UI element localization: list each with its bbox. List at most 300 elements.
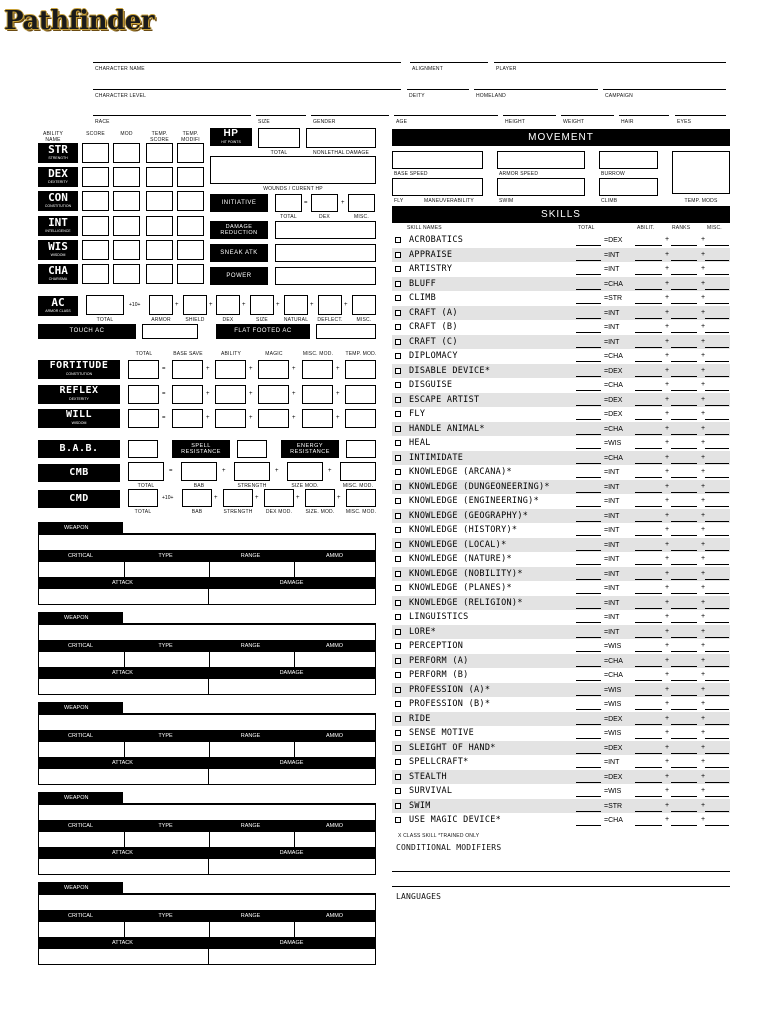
skill-ranks-field[interactable] [671,608,697,609]
save-base-box[interactable] [172,385,203,404]
save-temp-box[interactable] [345,360,376,379]
cmb-total-box[interactable] [128,462,164,481]
skill-total-field[interactable] [576,260,601,261]
skill-misc-field[interactable] [705,463,729,464]
ability-score-box[interactable] [82,240,109,260]
skill-ranks-field[interactable] [671,796,697,797]
skill-ranks-field[interactable] [671,245,697,246]
skill-misc-field[interactable] [705,477,729,478]
ability-temp-mod-box[interactable] [177,167,204,187]
skill-ranks-field[interactable] [671,434,697,435]
skill-total-field[interactable] [576,245,601,246]
class-skill-checkbox[interactable] [395,368,401,374]
fly-box[interactable] [392,178,483,196]
ability-temp-score-box[interactable] [146,167,173,187]
skill-misc-field[interactable] [705,245,729,246]
ability-score-box[interactable] [82,143,109,163]
class-skill-checkbox[interactable] [395,658,401,664]
skill-total-field[interactable] [576,680,601,681]
skill-ranks-field[interactable] [671,260,697,261]
skill-ability-mod-field[interactable] [635,608,662,609]
skill-ranks-field[interactable] [671,405,697,406]
class-skill-checkbox[interactable] [395,440,401,446]
skill-total-field[interactable] [576,724,601,725]
skill-misc-field[interactable] [705,680,729,681]
ac-dex-box[interactable] [216,295,240,315]
class-skill-checkbox[interactable] [395,643,401,649]
skill-ability-mod-field[interactable] [635,767,662,768]
skill-misc-field[interactable] [705,622,729,623]
skill-ability-mod-field[interactable] [635,492,662,493]
nonlethal-box[interactable] [306,128,376,148]
skill-ability-mod-field[interactable] [635,593,662,594]
skill-ranks-field[interactable] [671,637,697,638]
campaign-field[interactable] [603,89,726,90]
save-misc-box[interactable] [302,409,333,428]
skill-ability-mod-field[interactable] [635,622,662,623]
skill-total-field[interactable] [576,564,601,565]
skill-ranks-field[interactable] [671,825,697,826]
class-skill-checkbox[interactable] [395,556,401,562]
class-skill-checkbox[interactable] [395,324,401,330]
save-ability-box[interactable] [215,360,246,379]
skill-ability-mod-field[interactable] [635,289,662,290]
skill-ranks-field[interactable] [671,347,697,348]
skill-ability-mod-field[interactable] [635,303,662,304]
skill-ability-mod-field[interactable] [635,260,662,261]
skill-ranks-field[interactable] [671,811,697,812]
skill-ability-mod-field[interactable] [635,463,662,464]
ability-temp-score-box[interactable] [146,240,173,260]
class-skill-checkbox[interactable] [395,252,401,258]
skill-ranks-field[interactable] [671,448,697,449]
class-skill-checkbox[interactable] [395,498,401,504]
swim-box[interactable] [497,178,585,196]
class-skill-checkbox[interactable] [395,585,401,591]
ability-mod-box[interactable] [113,143,140,163]
skill-ranks-field[interactable] [671,332,697,333]
skill-ranks-field[interactable] [671,492,697,493]
class-skill-checkbox[interactable] [395,759,401,765]
ability-mod-box[interactable] [113,240,140,260]
skill-misc-field[interactable] [705,709,729,710]
skill-misc-field[interactable] [705,535,729,536]
skill-ranks-field[interactable] [671,767,697,768]
class-skill-checkbox[interactable] [395,426,401,432]
skill-total-field[interactable] [576,332,601,333]
save-temp-box[interactable] [345,385,376,404]
skill-ranks-field[interactable] [671,289,697,290]
class-skill-checkbox[interactable] [395,397,401,403]
skill-ability-mod-field[interactable] [635,724,662,725]
skill-total-field[interactable] [576,434,601,435]
skill-misc-field[interactable] [705,579,729,580]
skill-misc-field[interactable] [705,521,729,522]
skill-total-field[interactable] [576,390,601,391]
skill-ability-mod-field[interactable] [635,709,662,710]
weapon-stats-row[interactable] [38,651,376,668]
skill-misc-field[interactable] [705,318,729,319]
skill-misc-field[interactable] [705,825,729,826]
skill-ranks-field[interactable] [671,550,697,551]
class-skill-checkbox[interactable] [395,339,401,345]
race-field[interactable] [93,115,251,116]
skill-total-field[interactable] [576,767,601,768]
size-field[interactable] [256,115,306,116]
ability-temp-score-box[interactable] [146,191,173,211]
skill-total-field[interactable] [576,738,601,739]
skill-ability-mod-field[interactable] [635,274,662,275]
save-base-box[interactable] [172,409,203,428]
skill-total-field[interactable] [576,535,601,536]
skill-misc-field[interactable] [705,448,729,449]
class-skill-checkbox[interactable] [395,266,401,272]
energy-resistance-box[interactable] [346,440,376,458]
skill-misc-field[interactable] [705,492,729,493]
wounds-box[interactable] [210,156,376,184]
skill-ranks-field[interactable] [671,303,697,304]
ability-temp-score-box[interactable] [146,143,173,163]
skill-misc-field[interactable] [705,608,729,609]
skill-total-field[interactable] [576,622,601,623]
skill-ability-mod-field[interactable] [635,564,662,565]
cmb-str-box[interactable] [234,462,270,481]
homeland-field[interactable] [474,89,598,90]
cmb-bab-box[interactable] [181,462,217,481]
class-skill-checkbox[interactable] [395,701,401,707]
skill-misc-field[interactable] [705,637,729,638]
skill-misc-field[interactable] [705,796,729,797]
spell-resistance-box[interactable] [237,440,267,458]
skill-ability-mod-field[interactable] [635,811,662,812]
ability-temp-mod-box[interactable] [177,240,204,260]
skill-total-field[interactable] [576,782,601,783]
skill-misc-field[interactable] [705,506,729,507]
ability-temp-mod-box[interactable] [177,191,204,211]
skill-misc-field[interactable] [705,390,729,391]
weapon-stats-row[interactable] [38,921,376,938]
skill-ranks-field[interactable] [671,376,697,377]
skill-total-field[interactable] [576,303,601,304]
ability-score-box[interactable] [82,264,109,284]
class-skill-checkbox[interactable] [395,803,401,809]
climb-box[interactable] [599,178,658,196]
skill-misc-field[interactable] [705,666,729,667]
class-skill-checkbox[interactable] [395,629,401,635]
save-ability-box[interactable] [215,409,246,428]
skill-ranks-field[interactable] [671,709,697,710]
skill-ranks-field[interactable] [671,477,697,478]
touch-ac-box[interactable] [142,324,198,339]
character-name-field[interactable] [93,62,401,63]
skill-ability-mod-field[interactable] [635,651,662,652]
gender-field[interactable] [311,115,389,116]
cmd-str-box[interactable] [223,489,253,507]
skill-ability-mod-field[interactable] [635,666,662,667]
skill-total-field[interactable] [576,274,601,275]
save-misc-box[interactable] [302,360,333,379]
skill-total-field[interactable] [576,637,601,638]
height-field[interactable] [503,115,556,116]
class-skill-checkbox[interactable] [395,542,401,548]
ability-score-box[interactable] [82,216,109,236]
skill-total-field[interactable] [576,593,601,594]
save-total-box[interactable] [128,409,159,428]
skill-ability-mod-field[interactable] [635,448,662,449]
cmd-size-box[interactable] [305,489,335,507]
skill-total-field[interactable] [576,753,601,754]
skill-misc-field[interactable] [705,811,729,812]
ability-mod-box[interactable] [113,191,140,211]
class-skill-checkbox[interactable] [395,527,401,533]
skill-ranks-field[interactable] [671,724,697,725]
skill-ability-mod-field[interactable] [635,550,662,551]
skill-ability-mod-field[interactable] [635,753,662,754]
age-field[interactable] [394,115,498,116]
skill-ability-mod-field[interactable] [635,506,662,507]
ability-temp-mod-box[interactable] [177,143,204,163]
burrow-box[interactable] [599,151,658,169]
skill-total-field[interactable] [576,318,601,319]
skill-ranks-field[interactable] [671,753,697,754]
ac-total-box[interactable] [86,295,124,315]
weapon-attack-row[interactable] [38,948,376,965]
class-skill-checkbox[interactable] [395,281,401,287]
save-magic-box[interactable] [258,385,289,404]
skill-total-field[interactable] [576,419,601,420]
ac-armor-box[interactable] [149,295,173,315]
skill-ability-mod-field[interactable] [635,695,662,696]
weapon-attack-row[interactable] [38,858,376,875]
skill-total-field[interactable] [576,405,601,406]
class-skill-checkbox[interactable] [395,745,401,751]
cmd-misc-box[interactable] [346,489,376,507]
skill-total-field[interactable] [576,477,601,478]
skill-total-field[interactable] [576,361,601,362]
temp-mods-box[interactable] [672,151,730,194]
skill-ranks-field[interactable] [671,651,697,652]
skill-total-field[interactable] [576,579,601,580]
weapon-attack-row[interactable] [38,678,376,695]
skill-ranks-field[interactable] [671,419,697,420]
cmd-bab-box[interactable] [182,489,212,507]
skill-ability-mod-field[interactable] [635,796,662,797]
skill-total-field[interactable] [576,796,601,797]
skill-total-field[interactable] [576,492,601,493]
skill-ability-mod-field[interactable] [635,477,662,478]
skill-misc-field[interactable] [705,695,729,696]
skill-ability-mod-field[interactable] [635,738,662,739]
ability-temp-mod-box[interactable] [177,216,204,236]
save-magic-box[interactable] [258,360,289,379]
initiative-dex-box[interactable] [311,194,338,212]
save-ability-box[interactable] [215,385,246,404]
skill-total-field[interactable] [576,666,601,667]
initiative-total-box[interactable] [275,194,302,212]
skill-ranks-field[interactable] [671,506,697,507]
ability-temp-score-box[interactable] [146,264,173,284]
skill-ranks-field[interactable] [671,274,697,275]
skill-total-field[interactable] [576,376,601,377]
ability-mod-box[interactable] [113,216,140,236]
skill-misc-field[interactable] [705,260,729,261]
skill-misc-field[interactable] [705,419,729,420]
skill-ability-mod-field[interactable] [635,419,662,420]
skill-ability-mod-field[interactable] [635,521,662,522]
class-skill-checkbox[interactable] [395,716,401,722]
skill-misc-field[interactable] [705,724,729,725]
skill-ability-mod-field[interactable] [635,405,662,406]
ability-temp-score-box[interactable] [146,216,173,236]
class-skill-checkbox[interactable] [395,353,401,359]
eyes-field[interactable] [675,115,726,116]
save-total-box[interactable] [128,360,159,379]
skill-misc-field[interactable] [705,564,729,565]
skill-total-field[interactable] [576,709,601,710]
ac-size-box[interactable] [250,295,274,315]
skill-ranks-field[interactable] [671,361,697,362]
skill-ability-mod-field[interactable] [635,782,662,783]
armor-speed-box[interactable] [497,151,585,169]
weapon-name-field[interactable] [38,894,376,911]
skill-misc-field[interactable] [705,753,729,754]
cmd-total-box[interactable] [128,489,158,507]
skill-misc-field[interactable] [705,782,729,783]
skill-misc-field[interactable] [705,347,729,348]
class-skill-checkbox[interactable] [395,295,401,301]
base-speed-box[interactable] [392,151,483,169]
class-skill-checkbox[interactable] [395,237,401,243]
class-skill-checkbox[interactable] [395,411,401,417]
skill-total-field[interactable] [576,463,601,464]
skill-total-field[interactable] [576,347,601,348]
skill-ranks-field[interactable] [671,579,697,580]
skill-misc-field[interactable] [705,274,729,275]
skill-misc-field[interactable] [705,651,729,652]
class-skill-checkbox[interactable] [395,788,401,794]
weapon-stats-row[interactable] [38,741,376,758]
skill-ability-mod-field[interactable] [635,680,662,681]
ac-misc-box[interactable] [352,295,376,315]
initiative-misc-box[interactable] [348,194,375,212]
skill-ability-mod-field[interactable] [635,390,662,391]
conditional-line-1[interactable] [392,871,730,872]
skill-total-field[interactable] [576,550,601,551]
ability-mod-box[interactable] [113,167,140,187]
class-skill-checkbox[interactable] [395,817,401,823]
flat-footed-box[interactable] [316,324,376,339]
skill-total-field[interactable] [576,608,601,609]
skill-ranks-field[interactable] [671,666,697,667]
skill-total-field[interactable] [576,811,601,812]
ability-score-box[interactable] [82,167,109,187]
skill-ranks-field[interactable] [671,738,697,739]
sneak-attack-box[interactable] [275,244,376,262]
class-skill-checkbox[interactable] [395,687,401,693]
class-skill-checkbox[interactable] [395,571,401,577]
skill-ranks-field[interactable] [671,622,697,623]
skill-misc-field[interactable] [705,550,729,551]
skill-ability-mod-field[interactable] [635,361,662,362]
skill-misc-field[interactable] [705,361,729,362]
cmb-misc-box[interactable] [340,462,376,481]
ability-score-box[interactable] [82,191,109,211]
alignment-field[interactable] [410,62,488,63]
class-skill-checkbox[interactable] [395,513,401,519]
skill-ability-mod-field[interactable] [635,535,662,536]
skill-ability-mod-field[interactable] [635,332,662,333]
hair-field[interactable] [619,115,669,116]
class-skill-checkbox[interactable] [395,484,401,490]
skill-misc-field[interactable] [705,434,729,435]
weapon-name-field[interactable] [38,624,376,641]
skill-ranks-field[interactable] [671,535,697,536]
deity-field[interactable] [407,89,469,90]
cmd-dex-box[interactable] [264,489,294,507]
class-skill-checkbox[interactable] [395,455,401,461]
skill-total-field[interactable] [576,448,601,449]
ability-temp-mod-box[interactable] [177,264,204,284]
class-skill-checkbox[interactable] [395,672,401,678]
power-box[interactable] [275,267,376,285]
skill-total-field[interactable] [576,651,601,652]
skill-ranks-field[interactable] [671,695,697,696]
ac-deflect-box[interactable] [318,295,342,315]
skill-ranks-field[interactable] [671,593,697,594]
bab-box[interactable] [128,440,158,458]
skill-ranks-field[interactable] [671,390,697,391]
weapon-attack-row[interactable] [38,768,376,785]
skill-ranks-field[interactable] [671,564,697,565]
skill-total-field[interactable] [576,521,601,522]
ability-mod-box[interactable] [113,264,140,284]
skill-misc-field[interactable] [705,332,729,333]
skill-ranks-field[interactable] [671,521,697,522]
weapon-name-field[interactable] [38,534,376,551]
conditional-line-2[interactable] [392,886,730,887]
skill-ranks-field[interactable] [671,782,697,783]
weight-field[interactable] [561,115,614,116]
save-magic-box[interactable] [258,409,289,428]
skill-ranks-field[interactable] [671,318,697,319]
weapon-name-field[interactable] [38,714,376,731]
class-skill-checkbox[interactable] [395,469,401,475]
weapon-name-field[interactable] [38,804,376,821]
skill-total-field[interactable] [576,825,601,826]
class-skill-checkbox[interactable] [395,600,401,606]
save-misc-box[interactable] [302,385,333,404]
cmb-size-box[interactable] [287,462,323,481]
player-field[interactable] [494,62,726,63]
skill-ranks-field[interactable] [671,463,697,464]
character-level-field[interactable] [93,89,401,90]
skill-ranks-field[interactable] [671,680,697,681]
weapon-stats-row[interactable] [38,561,376,578]
class-skill-checkbox[interactable] [395,382,401,388]
skill-misc-field[interactable] [705,289,729,290]
skill-ability-mod-field[interactable] [635,347,662,348]
class-skill-checkbox[interactable] [395,730,401,736]
skill-total-field[interactable] [576,289,601,290]
skill-misc-field[interactable] [705,767,729,768]
weapon-attack-row[interactable] [38,588,376,605]
weapon-stats-row[interactable] [38,831,376,848]
skill-ability-mod-field[interactable] [635,245,662,246]
save-temp-box[interactable] [345,409,376,428]
skill-total-field[interactable] [576,695,601,696]
skill-ability-mod-field[interactable] [635,318,662,319]
skill-ability-mod-field[interactable] [635,637,662,638]
